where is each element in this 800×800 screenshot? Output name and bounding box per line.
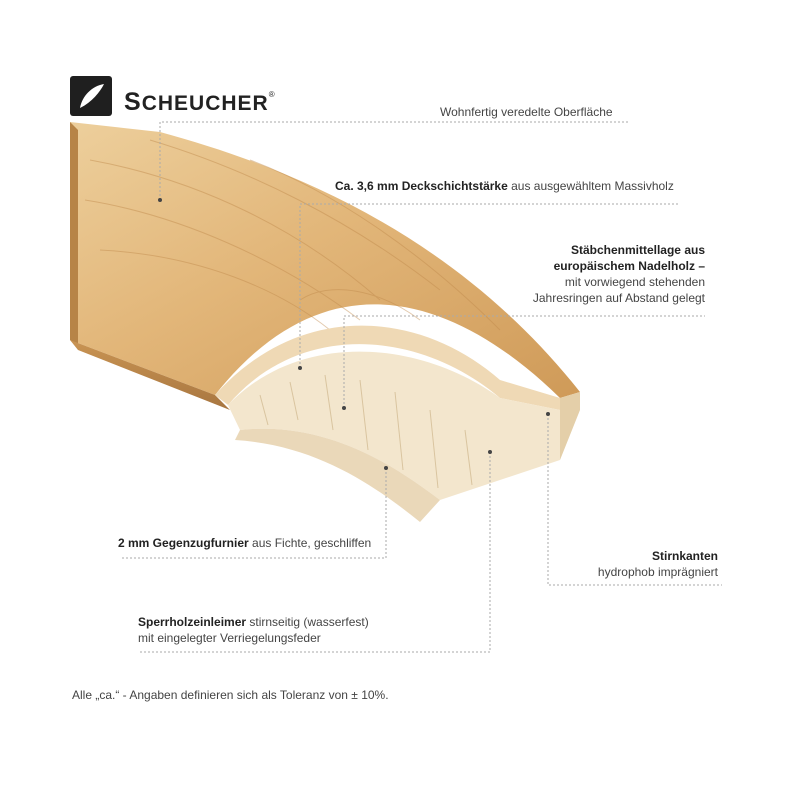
- plywood-tongue: [560, 392, 580, 460]
- scheucher-logo-icon: [70, 76, 112, 116]
- label-end-edges: Stirnkanten hydrophob imprägniert: [597, 549, 718, 579]
- footnote: Alle „ca.“ - Angaben definieren sich als Toleranz von ± 10%.: [72, 688, 389, 702]
- label-backing-veneer: 2 mm Gegenzugfurnier aus Fichte, geschliffen: [118, 536, 372, 550]
- label-core: Stäbchenmittellage aus europäischem Nadelholz – mit vorwiegend stehenden Jahresringen auf Abstand gelegt: [532, 243, 705, 305]
- label-plywood: Sperrholzeinleimer stirnseitig (wasserfest) mit eingelegter Verriegelungsfeder: [138, 615, 369, 645]
- label-top-layer: Ca. 3,6 mm Deckschichtstärke aus ausgewähltem Massivholz: [335, 179, 674, 193]
- board-side-edge: [70, 122, 78, 346]
- brand-wordmark: SCHEUCHER®: [124, 88, 276, 116]
- label-surface: Wohnfertig veredelte Oberfläche: [440, 105, 613, 119]
